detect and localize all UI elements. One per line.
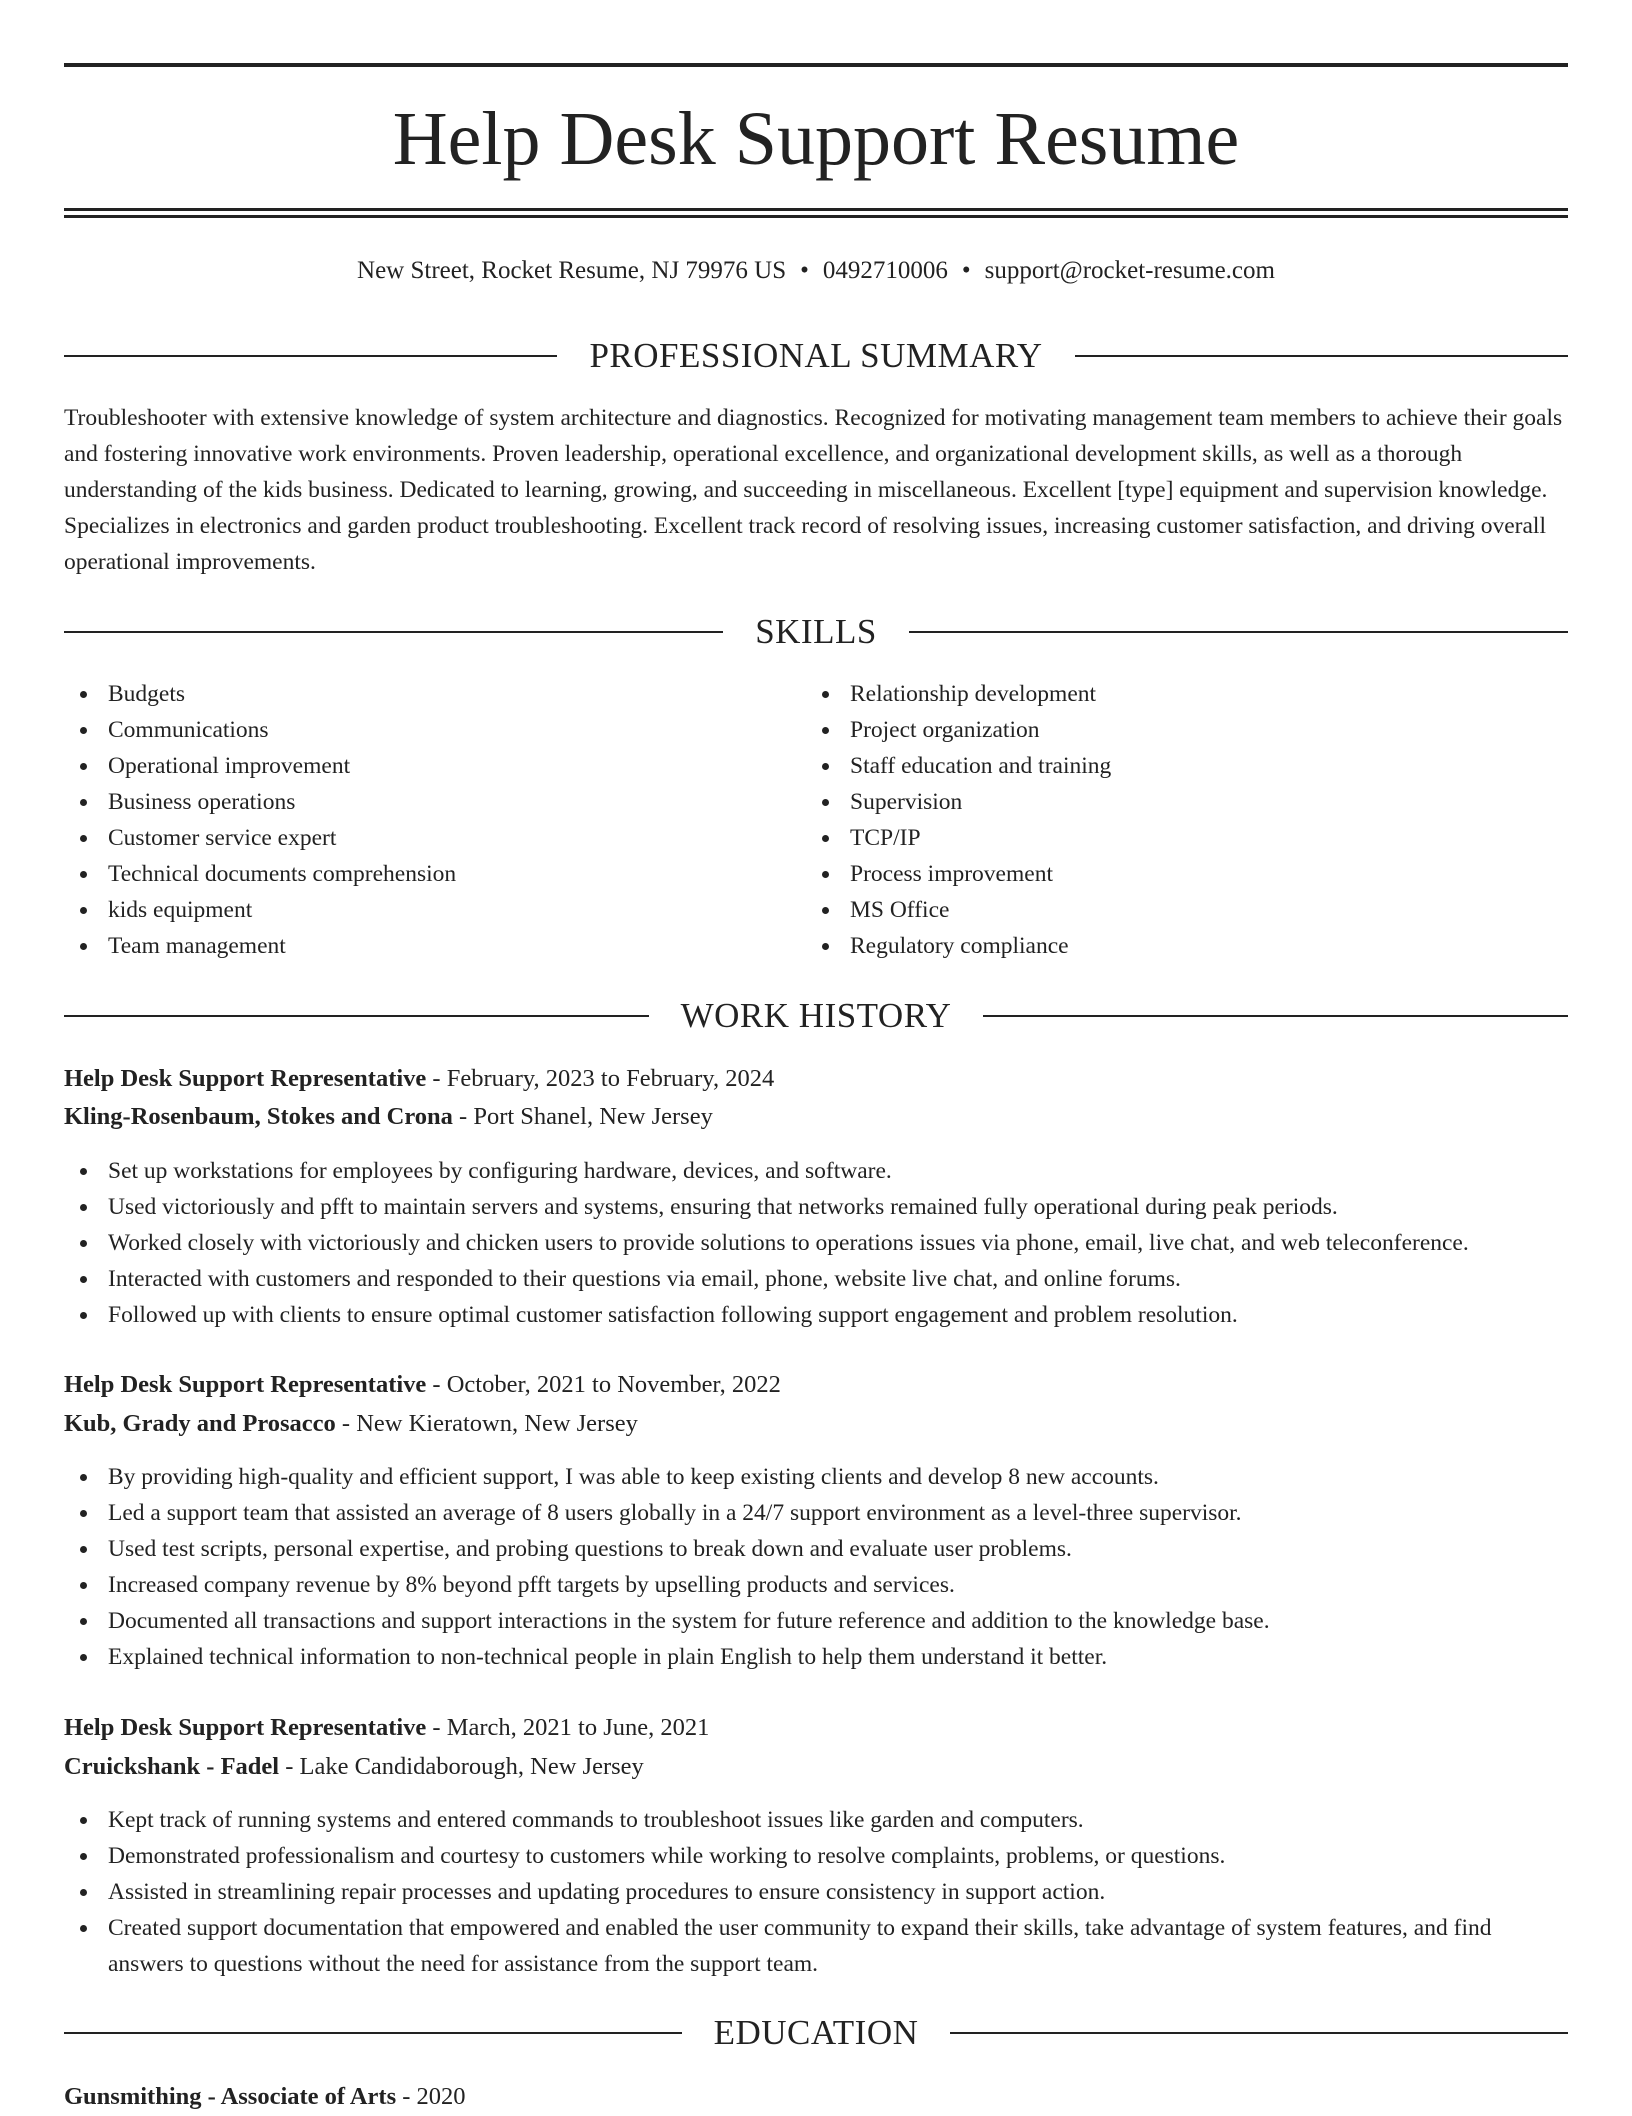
section-header-summary [64,334,1568,378]
section-rule [983,1015,1568,1017]
section-rule [950,2032,1568,2034]
contact-phone: 0492710006 [822,257,948,284]
section-rule [64,355,557,357]
education-degree: Gunsmithing - Associate of Arts [64,2083,397,2110]
contact-separator: • [961,257,971,284]
job-title: Help Desk Support Representative [64,1371,427,1398]
job-bullet: Demonstrated professionalism and courtesy to customers while working to resolve complaints, problems, or questions. [64,1838,1568,1874]
education-line [64,2078,1568,2116]
job-title: Help Desk Support Representative [64,1714,427,1741]
contact-separator: • [800,257,809,284]
summary-text: Troubleshooter with extensive knowledge of system architecture and diagnostics. Recognized for motivating management team members to achieve their goals and fostering innovative work environments. Proven leadership, operational excellence, and organizational development skills, as well as a thorough understanding of the kids business. Dedicated to learning, growing, and succeeding in miscellaneous. Excellent [type] equipment and supervision knowledge. Specializes in electronics and garden product troubleshooting. Excellent track record of resolving issues, increasing customer satisfaction, and driving overall operational improvements. [64,405,1563,575]
skill-item: Process improvement [806,856,1506,892]
job-bullet: Documented all transactions and support interactions in the system for future reference and addition to the knowledge base. [64,1603,1568,1639]
job-bullet: Led a support team that assisted an average of 8 users globally in a 24/7 support environment as a level-three supervisor. [64,1495,1568,1531]
skill-item: Operational improvement [64,748,764,784]
job-company-line [64,1405,1568,1443]
job-company: Kub, Grady and Prosacco [64,1410,336,1437]
skill-item: Technical documents comprehension [64,856,764,892]
skill-item: MS Office [806,892,1506,928]
section-rule [909,631,1568,633]
skill-item: TCP/IP [806,820,1506,856]
job-dates: - February, 2023 to February, 2024 [426,1065,775,1092]
section-header-work [64,994,1568,1038]
contact-email: support@rocket-resume.com [984,257,1275,284]
skill-item: Project organization [806,712,1506,748]
contact-line [64,254,1568,288]
job-company: Cruickshank - Fadel [64,1753,280,1780]
skill-item: kids equipment [64,892,764,928]
job-bullet: Created support documentation that empowered and enabled the user community to expand their skills, take advantage of system features, and find answers to questions without the need for assistance from the support team. [64,1910,1568,1982]
section-header-education [64,2011,1568,2055]
section-title-summary: PROFESSIONAL SUMMARY [589,336,1043,375]
job-bullet: Interacted with customers and responded to their questions via email, phone, website live chat, and online forums. [64,1261,1568,1297]
job-bullets [64,1459,1568,1675]
section-header-skills [64,610,1568,654]
job-company: Kling-Rosenbaum, Stokes and Crona [64,1103,453,1130]
top-rule [64,63,1568,67]
job-bullet: Used test scripts, personal expertise, and probing questions to break down and evaluate user problems. [64,1531,1568,1567]
contact-address: New Street, Rocket Resume, NJ 79976 US [357,257,787,284]
skills-column-left [64,676,764,964]
skill-item: Budgets [64,676,764,712]
skills-column-right [806,676,1506,964]
skill-item: Customer service expert [64,820,764,856]
section-title-skills: SKILLS [755,612,877,651]
skill-item: Relationship development [806,676,1506,712]
job-bullet: Assisted in streamlining repair processes and updating procedures to ensure consistency in support action. [64,1874,1568,1910]
job-bullet: By providing high-quality and efficient support, I was able to keep existing clients and develop 8 new accounts. [64,1459,1568,1495]
skill-item: Business operations [64,784,764,820]
section-title-education: EDUCATION [713,2013,919,2052]
job-title-line [64,1709,1568,1747]
job-bullet: Followed up with clients to ensure optimal customer satisfaction following support engagement and problem resolution. [64,1297,1568,1333]
job-dates: - October, 2021 to November, 2022 [426,1371,781,1398]
skill-item: Regulatory compliance [806,928,1506,964]
job-location: - Lake Candidaborough, New Jersey [279,1753,644,1780]
job-bullet: Increased company revenue by 8% beyond pfft targets by upselling products and services. [64,1567,1568,1603]
section-title-work: WORK HISTORY [680,996,952,1035]
page-title: Help Desk Support Resume [392,97,1240,181]
job-bullet: Set up workstations for employees by configuring hardware, devices, and software. [64,1153,1568,1189]
job-location: - Port Shanel, New Jersey [452,1103,713,1130]
job-bullet: Kept track of running systems and entered commands to troubleshoot issues like garden and computers. [64,1802,1568,1838]
job-location: - New Kieratown, New Jersey [335,1410,638,1437]
skill-item: Communications [64,712,764,748]
job-title: Help Desk Support Representative [64,1065,427,1092]
section-rule [64,1015,649,1017]
skill-item: Team management [64,928,764,964]
job-bullets [64,1802,1568,1982]
job-title-line [64,1366,1568,1404]
skill-item: Staff education and training [806,748,1506,784]
skill-item: Supervision [806,784,1506,820]
section-rule [64,2032,682,2034]
section-rule [64,631,723,633]
job-title-line [64,1060,1568,1098]
job-company-line [64,1748,1568,1786]
education-year: - 2020 [396,2083,466,2110]
job-bullets [64,1153,1568,1333]
job-bullet: Used victoriously and pfft to maintain servers and systems, ensuring that networks remained fully operational during peak periods. [64,1189,1568,1225]
title-double-rule [64,208,1568,219]
job-company-line [64,1098,1568,1136]
section-rule [1075,355,1568,357]
job-bullet: Worked closely with victoriously and chicken users to provide solutions to operations issues via phone, email, live chat, and web teleconference. [64,1225,1568,1261]
job-bullet: Explained technical information to non-technical people in plain English to help them understand it better. [64,1639,1568,1675]
job-dates: - March, 2021 to June, 2021 [426,1714,710,1741]
